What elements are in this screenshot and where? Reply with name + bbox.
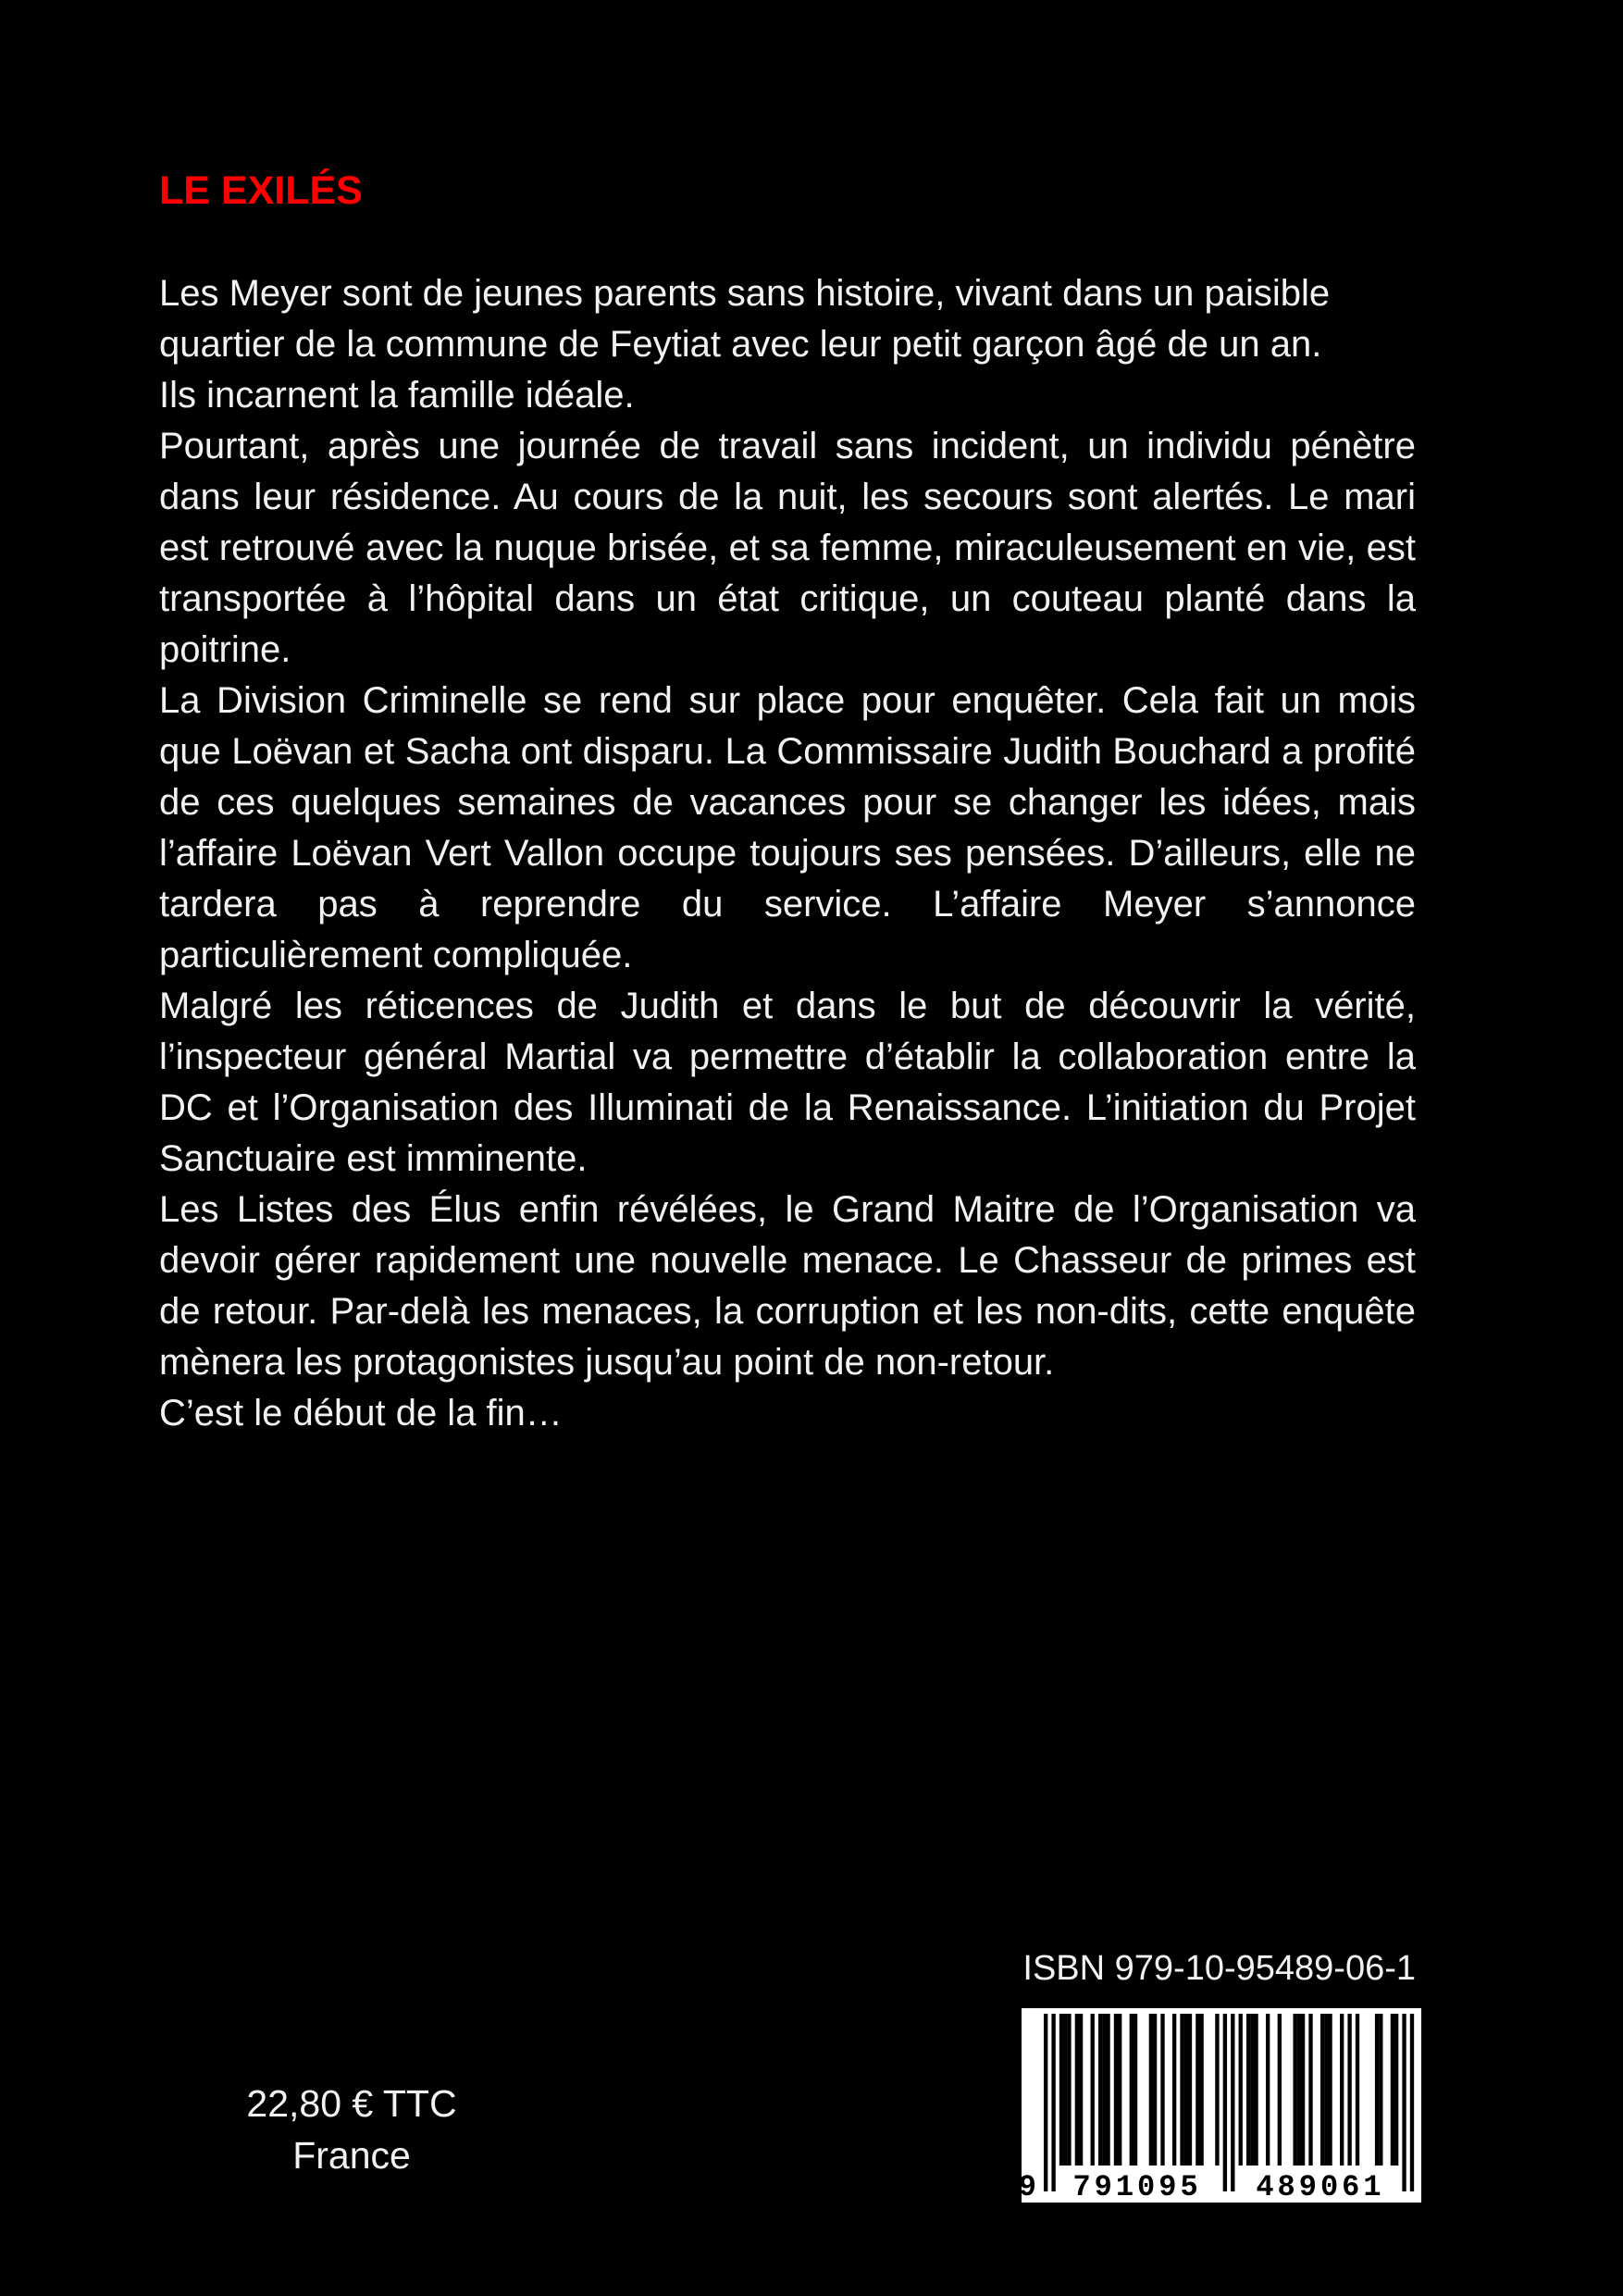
barcode-bar <box>1130 2014 1134 2166</box>
barcode-digits-right: 489061 <box>1256 2170 1385 2204</box>
barcode-bar <box>1199 2014 1203 2166</box>
barcode-bar <box>1379 2014 1382 2166</box>
barcode-bar <box>1223 2014 1227 2191</box>
barcode-bar <box>1410 2014 1414 2191</box>
blurb-paragraph-4: La Division Criminelle se rend sur place pour enquêter. Cela fait un mois que Loëvan et Sacha ont disparu. La Commissaire Judith Bouchard a profité de ces quelques semaines de vacances pour se changer les idées, mais l’affaire Loëvan Vert Vallon occupe toujours ses pensées. D’ailleurs, elle ne tardera pas à reprendre du service. L’affaire Meyer s’annonce particulièrement compliquée. <box>159 680 1416 975</box>
barcode-bar <box>1347 2014 1351 2166</box>
blurb-paragraph-2: Ils incarnent la famille idéale. <box>159 375 635 416</box>
barcode-bar <box>1118 2014 1121 2166</box>
barcode-bar <box>1320 2014 1324 2166</box>
barcode-bar <box>1391 2014 1394 2166</box>
barcode-bar <box>1102 2014 1106 2166</box>
barcode-bar <box>1278 2014 1282 2166</box>
barcode-bar <box>1075 2014 1079 2166</box>
barcode-bar <box>1044 2014 1047 2191</box>
barcode-bar <box>1250 2014 1254 2166</box>
book-title: LE EXILÉS <box>159 168 363 213</box>
barcode-bar <box>1153 2014 1157 2166</box>
barcode-bar <box>1172 2014 1176 2166</box>
barcode-bar <box>1106 2014 1109 2166</box>
blurb-paragraph-6: Les Listes des Élus enfin révélées, le Grand Maitre de l’Organisation va devoir gérer rapidement une nouvelle menace. Le Chasseur de primes est de retour. Par-delà les menaces, la corruption et les non-dits, cette enquête mènera les protagonistes jusqu’au point de non-retour. <box>159 1189 1416 1383</box>
isbn-label: ISBN 979-10-95489-06-1 <box>1022 1949 1416 1988</box>
barcode-bar <box>1340 2014 1344 2166</box>
barcode-bar <box>1356 2014 1359 2166</box>
barcode-bar <box>1134 2014 1137 2166</box>
barcode-bar <box>1098 2014 1102 2166</box>
barcode-bar <box>1079 2014 1083 2166</box>
country-label: France <box>292 2134 411 2177</box>
barcode-bar <box>1375 2014 1379 2166</box>
barcode-bar <box>1160 2014 1164 2166</box>
barcode-bar <box>1184 2014 1188 2166</box>
barcode-bar <box>1293 2014 1296 2166</box>
price-block <box>222 2078 481 2181</box>
back-cover-blurb <box>159 268 1416 1439</box>
barcode-bar <box>1063 2014 1067 2166</box>
barcode-bar <box>1188 2014 1192 2166</box>
barcode-bar <box>1254 2014 1258 2166</box>
barcode-bar <box>1215 2014 1219 2166</box>
barcode-bar <box>1180 2014 1183 2166</box>
barcode-bar <box>1059 2014 1063 2166</box>
blurb-paragraph-1: Les Meyer sont de jeunes parents sans histoire, vivant dans un paisible quartier de la commune de Feytiat avec leur petit garçon âgé de un an. <box>159 273 1331 365</box>
isbn-barcode <box>1018 2008 1421 2204</box>
barcode-bar <box>1246 2014 1250 2166</box>
barcode-bar <box>1328 2014 1332 2166</box>
barcode-bars <box>1018 2010 1419 2204</box>
barcode-bar <box>1301 2014 1305 2166</box>
barcode-bar <box>1239 2014 1243 2166</box>
barcode-bar <box>1067 2014 1071 2166</box>
barcode-bar <box>1091 2014 1095 2166</box>
barcode-bar <box>1308 2014 1312 2166</box>
barcode-digits-left: 791095 <box>1072 2170 1202 2204</box>
barcode-bar <box>1196 2014 1199 2166</box>
barcode-bar <box>1402 2014 1406 2191</box>
barcode-bar <box>1394 2014 1398 2166</box>
barcode-bar <box>1114 2014 1118 2166</box>
blurb-paragraph-7: C’est le début de la fin… <box>159 1393 563 1433</box>
price-label: 22,80 € TTC <box>246 2082 457 2125</box>
barcode-bar <box>1297 2014 1301 2166</box>
barcode-digit-lead: 9 <box>1018 2170 1040 2204</box>
barcode-bar <box>1231 2014 1234 2191</box>
blurb-paragraph-3: Pourtant, après une journée de travail sans incident, un individu pénètre dans leur résidence. Au cours de la nuit, les secours sont alertés. Le mari est retrouvé avec la nuque brisée, et sa femme, miraculeusement en vie, est transportée à l’hôpital dans un état critique, un couteau planté dans la poitrine. <box>159 426 1416 670</box>
barcode-bar <box>1149 2014 1153 2166</box>
barcode-bar <box>1266 2014 1270 2166</box>
blurb-paragraph-5: Malgré les réticences de Judith et dans le but de découvrir la vérité, l’inspecteur général Martial va permettre d’établir la collaboration entre la DC et l’Organisation des Illuminati de la Renaissance. L’initiation du Projet Sanctuaire est imminente. <box>159 986 1416 1179</box>
barcode-bar <box>1051 2014 1055 2191</box>
barcode-bar <box>1324 2014 1328 2166</box>
